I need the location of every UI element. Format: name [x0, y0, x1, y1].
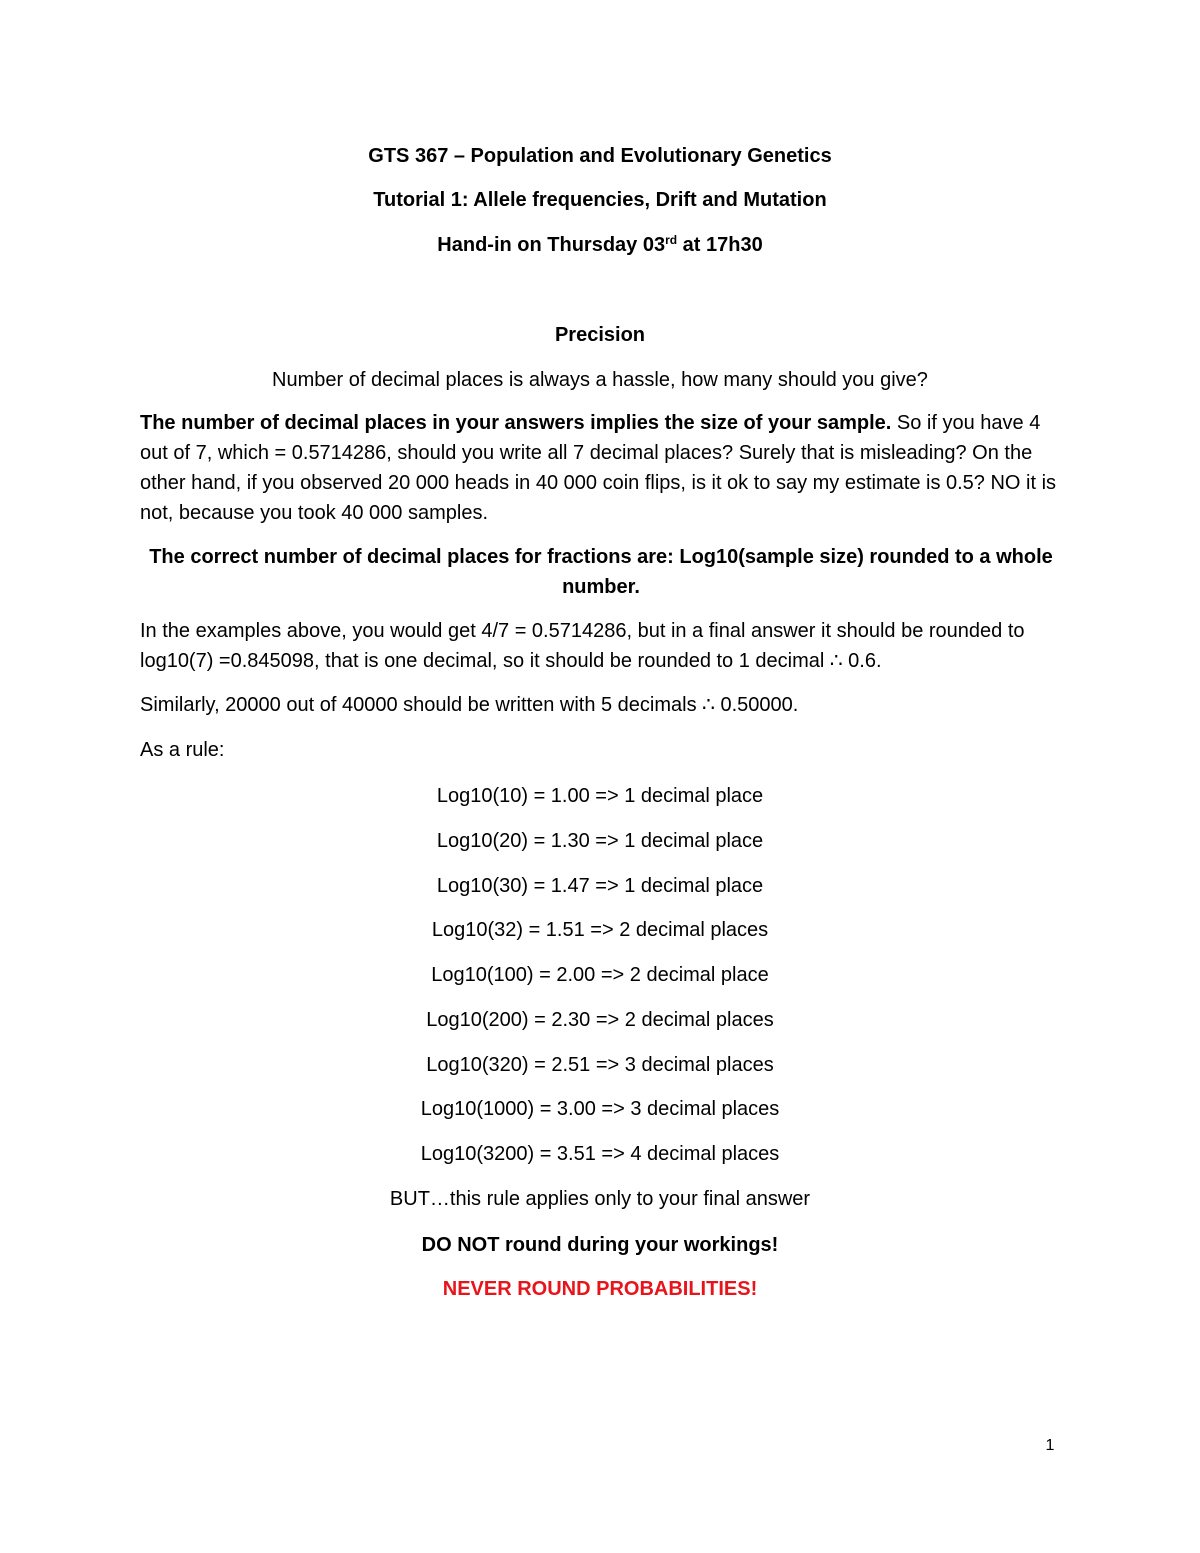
rule-item: Log10(1000) = 3.00 => 3 decimal places	[420, 1098, 780, 1120]
paragraph-example: In the examples above, you would get 4/7 = 0.5714286, but in a final answer it should be rounded to log10(7) =0.845098, that is one decimal, so it should be rounded to 1 decimal ∴ 0.6.	[140, 620, 1025, 672]
probability-warning: NEVER ROUND PROBABILITIES!	[442, 1278, 758, 1300]
handin-line	[0, 233, 1200, 257]
rounding-warning: DO NOT round during your workings!	[421, 1234, 779, 1256]
rule-item: Log10(200) = 2.30 => 2 decimal places	[426, 1009, 774, 1031]
section-intro: Number of decimal places is always a hassle, how many should you give?	[272, 369, 928, 391]
paragraph-body: So if you have 4 out of 7, which = 0.5714286, should you write all 7 decimal places? Surely that is misleading? On the other hand, if you observed 20 000 heads in 40 000 coin flips, is it ok to say my estimate is 0.5? NO it is not, because you took 40 000 samples.	[140, 412, 1057, 524]
rule-label: As a rule:	[140, 739, 225, 761]
handin-prefix: Hand-in on Thursday 03	[437, 234, 666, 256]
rule-item: Log10(20) = 1.30 => 1 decimal place	[436, 830, 764, 852]
course-title: GTS 367 – Population and Evolutionary Genetics	[368, 145, 832, 167]
page-number: 1	[1045, 1437, 1055, 1454]
paragraph-similarly: Similarly, 20000 out of 40000 should be written with 5 decimals ∴ 0.50000.	[140, 694, 799, 716]
section-heading: Precision	[554, 324, 646, 346]
rule-item: Log10(10) = 1.00 => 1 decimal place	[436, 785, 764, 807]
paragraph-bold-lead: The number of decimal places in your answers implies the size of your sample.	[140, 412, 892, 434]
rule-item: Log10(32) = 1.51 => 2 decimal places	[431, 919, 769, 941]
rule-item: Log10(30) = 1.47 => 1 decimal place	[436, 875, 764, 897]
paragraph-sample-size	[140, 408, 1062, 528]
handin-superscript: rd	[665, 233, 678, 247]
rule-item: Log10(100) = 2.00 => 2 decimal place	[431, 964, 769, 986]
rule-item: Log10(3200) = 3.51 => 4 decimal places	[420, 1143, 780, 1165]
rule-item: Log10(320) = 2.51 => 3 decimal places	[426, 1054, 774, 1076]
handin-suffix: at 17h30	[677, 234, 763, 256]
tutorial-title: Tutorial 1: Allele frequencies, Drift and Mutation	[373, 189, 827, 211]
final-answer-note: BUT…this rule applies only to your final answer	[389, 1188, 811, 1210]
rule-statement: The correct number of decimal places for fractions are: Log10(sample size) rounded to a whole number.	[149, 546, 1053, 598]
